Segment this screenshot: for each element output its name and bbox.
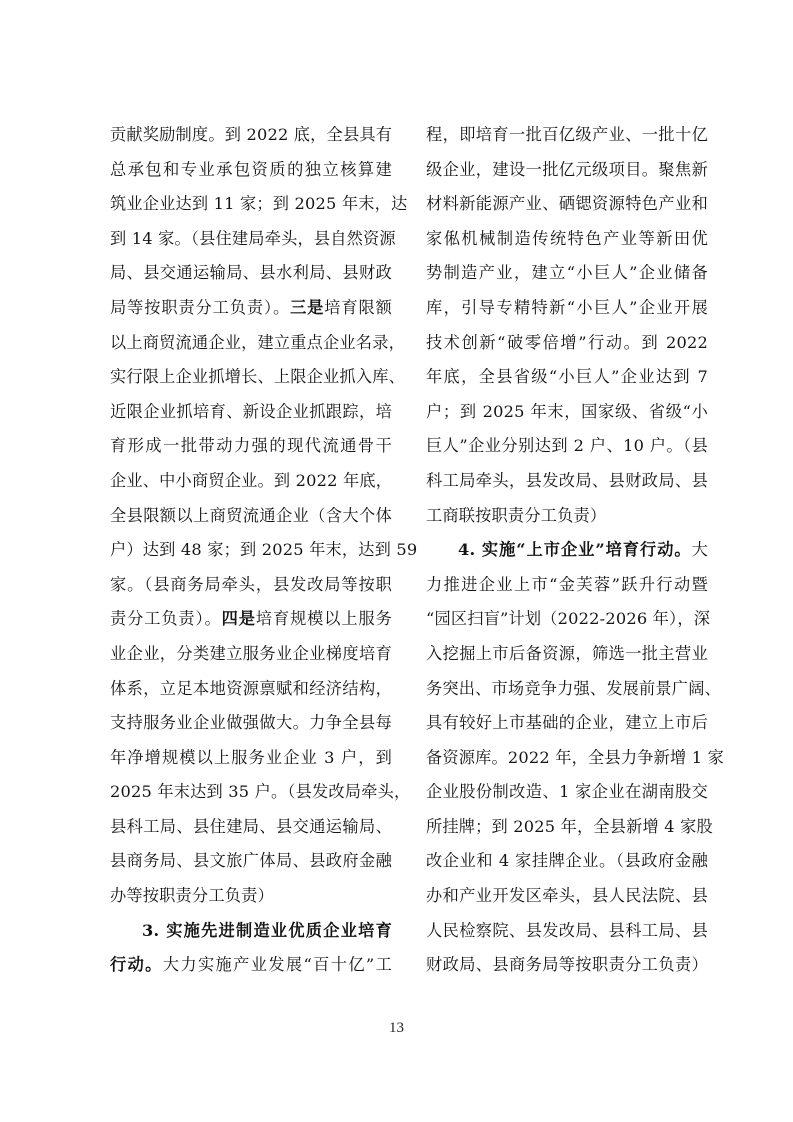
text-segment: 户；到 2025 年末，国家级、省级“小 xyxy=(426,401,708,421)
text-line xyxy=(426,291,708,326)
text-segment: 大 xyxy=(691,540,708,560)
bold-text-segment: 3. 实施先进制造业优质企业培育 xyxy=(142,920,392,940)
text-line xyxy=(110,914,392,949)
text-line xyxy=(426,153,708,188)
text-line xyxy=(426,499,708,534)
text-line xyxy=(426,602,711,637)
text-line xyxy=(426,118,708,153)
text-segment: 家俬机械制造传统特色产业等新田优 xyxy=(426,228,708,248)
text-segment: 企业、中小商贸企业。到 2022 年底， xyxy=(110,470,393,490)
text-segment: 贡献奖励制度。到 2022 底，全县具有 xyxy=(110,125,393,144)
text-line xyxy=(426,533,708,568)
text-segment: 局等按职责分工负责）。 xyxy=(110,297,291,317)
text-segment: 培育限额 xyxy=(324,297,392,317)
text-line xyxy=(110,741,392,776)
text-segment: 体系，立足本地资源禀赋和经济结构， xyxy=(110,678,392,698)
text-line xyxy=(110,326,405,361)
text-segment: 局、县交通运输局、县水利局、县财政 xyxy=(110,263,392,283)
text-line xyxy=(110,395,392,430)
text-line xyxy=(110,256,392,291)
text-line xyxy=(110,844,392,879)
text-line xyxy=(110,291,392,326)
text-segment: 务突出、市场竞争力强、发展前景广阔、 xyxy=(426,678,721,698)
text-segment: 以上商贸流通企业，建立重点企业名录， xyxy=(110,332,405,352)
text-line xyxy=(110,706,392,741)
text-segment: 企业股份制改造、1 家企业在湖南股交 xyxy=(426,782,708,802)
text-segment: 近限企业抓培育、新设企业抓跟踪，培 xyxy=(110,401,392,421)
text-segment: 家。（县商务局牵头，县发改局等按职 xyxy=(110,574,392,594)
text-line xyxy=(110,602,392,637)
page-number: 13 xyxy=(389,1020,404,1036)
bold-text-segment: 行动。 xyxy=(110,955,163,975)
text-segment: 育形成一批带动力强的现代流通骨干 xyxy=(110,436,392,456)
text-segment: 入挖掘上市后备资源，筛选一批主营业 xyxy=(426,643,708,663)
left-column xyxy=(110,118,418,983)
text-segment: 程，即培育一批百亿级产业、一批十亿 xyxy=(426,125,708,144)
text-segment: 总承包和专业承包资质的独立核算建 xyxy=(110,159,392,179)
text-line xyxy=(426,429,708,464)
text-segment: 办等按职责分工负责） xyxy=(110,886,274,906)
text-line xyxy=(426,326,708,361)
text-segment: 业企业，分类建立服务业企业梯度培育 xyxy=(110,643,392,663)
text-segment: 技术创新“破零倍增”行动。到 2022 xyxy=(426,332,708,352)
text-line xyxy=(110,775,411,810)
text-segment: 到 14 家。（县住建局牵头，县自然资源 xyxy=(110,228,396,248)
text-line xyxy=(110,879,392,914)
text-segment: 级企业，建设一批亿元级项目。聚焦新 xyxy=(426,159,708,179)
text-segment: 所挂牌；到 2025 年，全县新增 4 家股 xyxy=(426,816,713,836)
text-line xyxy=(110,948,392,983)
right-column xyxy=(426,118,724,983)
bold-text-segment: 三是 xyxy=(290,297,325,317)
text-line xyxy=(110,222,396,257)
text-line xyxy=(426,741,724,776)
text-line xyxy=(110,429,392,464)
text-line xyxy=(426,360,708,395)
text-line xyxy=(426,222,708,257)
bold-text-segment: 4. 实施“上市企业”培育行动。 xyxy=(458,540,692,560)
text-line xyxy=(426,706,708,741)
text-line xyxy=(426,914,708,949)
text-segment: 年净增规模以上服务业企业 3 户，到 xyxy=(110,747,392,767)
bold-text-segment: 四是 xyxy=(221,609,256,629)
text-segment: 改企业和 4 家挂牌企业。（县政府金融 xyxy=(426,851,708,871)
text-segment: 备资源库。2022 年，全县力争新增 1 家 xyxy=(426,747,724,767)
text-line xyxy=(110,810,392,845)
text-segment: 具有较好上市基础的企业，建立上市后 xyxy=(426,713,708,733)
text-line xyxy=(426,464,708,499)
text-segment: 材料新能源产业、硒锶资源特色产业和 xyxy=(426,194,708,214)
text-segment: 培育规模以上服务 xyxy=(255,609,392,629)
text-segment: 巨人”企业分别达到 2 户、10 户。（县 xyxy=(426,436,708,456)
text-line xyxy=(426,637,708,672)
text-line xyxy=(426,256,708,291)
text-segment: 势制造产业，建立“小巨人”企业储备 xyxy=(426,263,708,283)
text-segment: 户）达到 48 家；到 2025 年末，达到 59 xyxy=(110,540,418,560)
text-line xyxy=(110,533,418,568)
text-line xyxy=(110,637,392,672)
text-line xyxy=(110,672,392,707)
text-line xyxy=(426,395,708,430)
text-line xyxy=(426,844,708,879)
text-segment: 筑业企业达到 11 家；到 2025 年末，达 xyxy=(110,194,408,214)
text-line xyxy=(110,568,392,603)
text-segment: 库，引导专精特新“小巨人”企业开展 xyxy=(426,297,708,317)
text-segment: 工商联按职责分工负责） xyxy=(426,505,607,525)
text-line xyxy=(110,464,392,499)
text-segment: 财政局、县商务局等按职责分工负责） xyxy=(426,955,708,975)
text-segment: 年底，全县省级“小巨人”企业达到 7 xyxy=(426,367,708,387)
text-line xyxy=(426,810,713,845)
text-segment: 2025 年末达到 35 户。（县发改局牵头， xyxy=(110,782,411,802)
text-line xyxy=(426,948,708,983)
text-segment: 县科工局、县住建局、县交通运输局、 xyxy=(110,816,392,836)
text-segment: 办和产业开发区牵头，县人民法院、县 xyxy=(426,886,708,906)
text-line xyxy=(426,672,721,707)
text-segment: 科工局牵头，县发改局、县财政局、县 xyxy=(426,470,708,490)
text-line xyxy=(426,775,708,810)
text-segment: 力推进企业上市“金芙蓉”跃升行动暨 xyxy=(426,574,708,594)
text-line xyxy=(426,568,708,603)
text-line xyxy=(426,187,708,222)
text-segment: 人民检察院、县发改局、县科工局、县 xyxy=(426,920,708,940)
text-segment: 全县限额以上商贸流通企业（含大个体 xyxy=(110,505,392,525)
text-line xyxy=(110,153,392,188)
text-line xyxy=(426,879,708,914)
text-line xyxy=(110,360,405,395)
text-line xyxy=(110,187,408,222)
text-segment: 县商务局、县文旅广体局、县政府金融 xyxy=(110,851,392,871)
text-segment: 支持服务业企业做强做大。力争全县每 xyxy=(110,713,392,733)
text-line xyxy=(110,118,392,153)
text-segment: 责分工负责）。 xyxy=(110,609,222,629)
text-segment: 实行限上企业抓增长、上限企业抓入库、 xyxy=(110,367,405,387)
text-line xyxy=(110,499,392,534)
text-segment: 大力实施产业发展“百十亿”工 xyxy=(162,955,392,975)
text-segment: “园区扫盲”计划（2022-2026 年），深 xyxy=(426,609,711,629)
